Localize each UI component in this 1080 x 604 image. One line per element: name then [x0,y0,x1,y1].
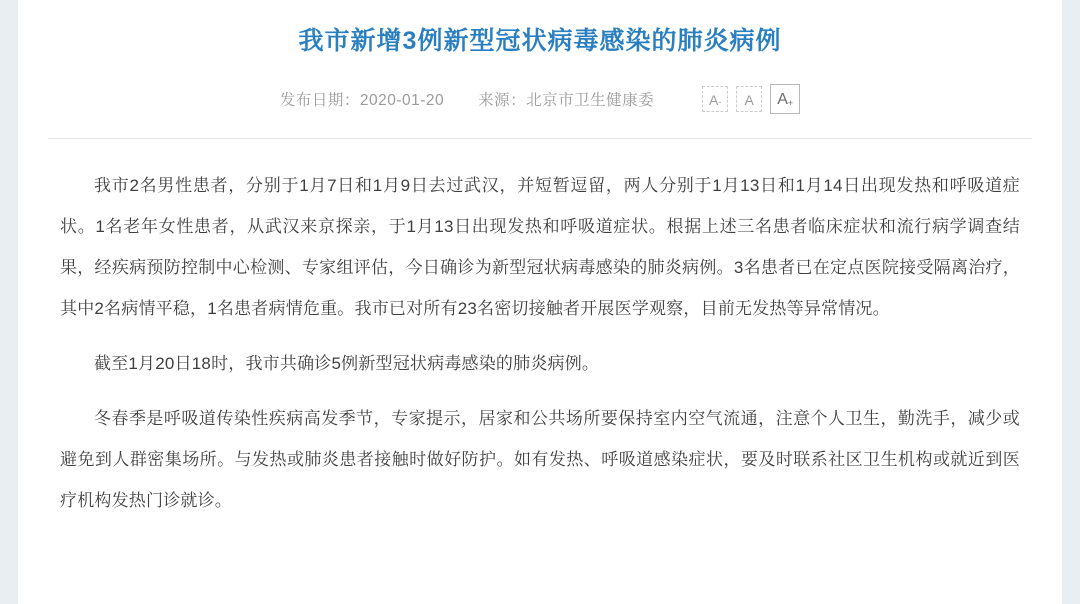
article-paragraph: 截至1月20日18时，我市共确诊5例新型冠状病毒感染的肺炎病例。 [94,354,600,373]
header-divider [48,138,1032,139]
page-right-margin [1062,0,1080,604]
font-decrease-label: A [709,92,719,108]
publish-date [280,88,444,110]
font-normal-label: A [744,92,754,108]
font-increase-sup: + [787,98,794,108]
source-label: 来源： [478,92,527,109]
font-increase-button[interactable] [770,84,800,114]
article-source [478,88,654,110]
publish-date-value: 2020-01-20 [359,92,445,109]
article-paragraph: 冬春季是呼吸道传染性疾病高发季节，专家提示，居家和公共场所要保持室内空气流通，注意个人卫生，勤洗手，减少或避免到人群密集场所。与发热或肺炎患者接触时做好防护。如有发热、呼吸道感染症状，要及时联系社区卫生机构或就近到医疗机构发热门诊就诊。 [60,409,1020,510]
font-increase-label: A [777,91,788,108]
font-decrease-button[interactable] [702,86,728,112]
article-container [18,0,1062,604]
source-value: 北京市卫生健康委 [526,92,655,109]
article-meta [18,84,1062,114]
page-title: 我市新增3例新型冠状病毒感染的肺炎病例 [298,27,782,55]
font-normal-button[interactable] [736,86,762,112]
publish-date-label: 发布日期： [279,92,360,109]
article-body [18,165,1062,521]
font-decrease-sup: - [718,97,722,107]
font-size-controls [702,84,800,114]
page-left-margin [0,0,18,604]
article-paragraph: 我市2名男性患者，分别于1月7日和1月9日去过武汉，并短暂逗留，两人分别于1月13日和1月14日出现发热和呼吸道症状。1名老年女性患者，从武汉来京探亲，于1月13日出现发热和呼吸道症状。根据上述三名患者临床症状和流行病学调查结果，经疾病预防控制中心检测、专家组评估，今日确诊为新型冠状病毒感染的肺炎病例。3名患者已在定点医院接受隔离治疗，其中2名病情平稳，1名患者病情危重。我市已对所有23名密切接触者开展医学观察，目前无发热等异常情况。 [60,176,1020,318]
